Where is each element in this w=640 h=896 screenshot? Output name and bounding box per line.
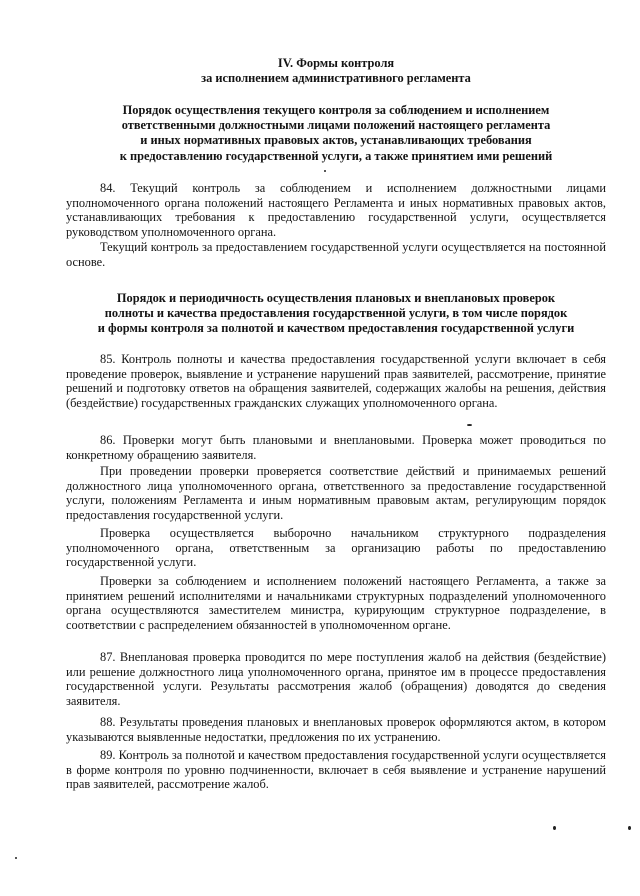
paragraph-89: 89. Контроль за полнотой и качеством предоставления государственной услуги осуществляется в форме контроля по уровню подчиненности, включает в себя выявление и устранение нарушений прав заявителей, рассмотрение жалоб. xyxy=(66,748,606,792)
paragraph-87: 87. Внеплановая проверка проводится по мере поступления жалоб на действия (бездействие) или решение должностного лица уполномоченного органа, принятое им в процессе предоставления государственной услуги. Результаты рассмотрения жалоб (обращения) доводятся до сведения заявителя. xyxy=(66,650,606,708)
scan-speck xyxy=(15,857,17,859)
paragraph-86-selective-check: Проверка осуществляется выборочно начальником структурного подразделения уполномоченного органа, ответственным за организацию работы по предоставлению государственной услуги. xyxy=(66,526,606,570)
subheading-line: ответственными должностными лицами положений настоящего регламента xyxy=(121,118,551,133)
subheading-line: и иных нормативных правовых актов, устанавливающих требования xyxy=(140,133,532,148)
paragraph-85: 85. Контроль полноты и качества предоставления государственной услуги включает в себя проведение проверок, выявление и устранение нарушений прав заявителей, рассмотрение, принятие решений и подготовку ответов на обращения заявителей, содержащих жалобы на решения, действия (бездействие) государственных гражданских служащих уполномоченного органа. xyxy=(66,352,606,410)
section-title xyxy=(66,56,606,86)
scan-speck xyxy=(628,826,631,830)
paragraph-84: 84. Текущий контроль за соблюдением и исполнением должностными лицами уполномоченного органа положений настоящего Регламента и иных нормативных правовых актов, устанавливающих требования к предоставлению государственной услуги, осуществляется руководством уполномоченного органа. xyxy=(66,181,606,239)
paragraph-86-deputy-minister: Проверки за соблюдением и исполнением положений настоящего Регламента, а также за принятием решений исполнителями и начальниками структурных подразделений уполномоченного органа осуществляются заместителем министра, курирующим структурное подразделение, в соответствии с распределением обязанностей в уполномоченном органе. xyxy=(66,574,606,632)
subheading-inspections xyxy=(66,291,606,337)
subheading-current-control xyxy=(66,103,606,164)
section-title-line: за исполнением административного регламента xyxy=(201,71,471,86)
paragraph-86: 86. Проверки могут быть плановыми и внеплановыми. Проверка может проводиться по конкретному обращению заявителя. xyxy=(66,433,606,462)
paragraph-88: 88. Результаты проведения плановых и внеплановых проверок оформляются актом, в котором указываются выявленные недостатки, предложения по их устранению. xyxy=(66,715,606,744)
paragraph-86-inspection-scope: При проведении проверки проверяется соответствие действий и принимаемых решений должностного лица уполномоченного органа, ответственного за предоставление государственной услуги, положениям Регламента и иным нормативным правовым актам, регулирующим порядок предоставления государственной услуги. xyxy=(66,464,606,522)
subheading-line: Порядок и периодичность осуществления плановых и внеплановых проверок xyxy=(116,291,556,305)
scan-speck xyxy=(467,424,472,426)
subheading-line: Порядок осуществления текущего контроля за соблюдением и исполнением xyxy=(122,103,550,117)
scan-speck xyxy=(553,826,556,830)
subheading-line: полноты и качества предоставления государственной услуги, в том числе порядок xyxy=(104,306,568,321)
scan-speck xyxy=(324,170,326,172)
paragraph-84-continuation: Текущий контроль за предоставлением государственной услуги осуществляется на постоянной основе. xyxy=(66,240,606,269)
subheading-line: к предоставлению государственной услуги, а также принятием ими решений xyxy=(119,148,553,163)
subheading-line: и формы контроля за полнотой и качеством предоставления государственной услуги xyxy=(97,321,575,336)
section-title-line: IV. Формы контроля xyxy=(277,56,395,70)
